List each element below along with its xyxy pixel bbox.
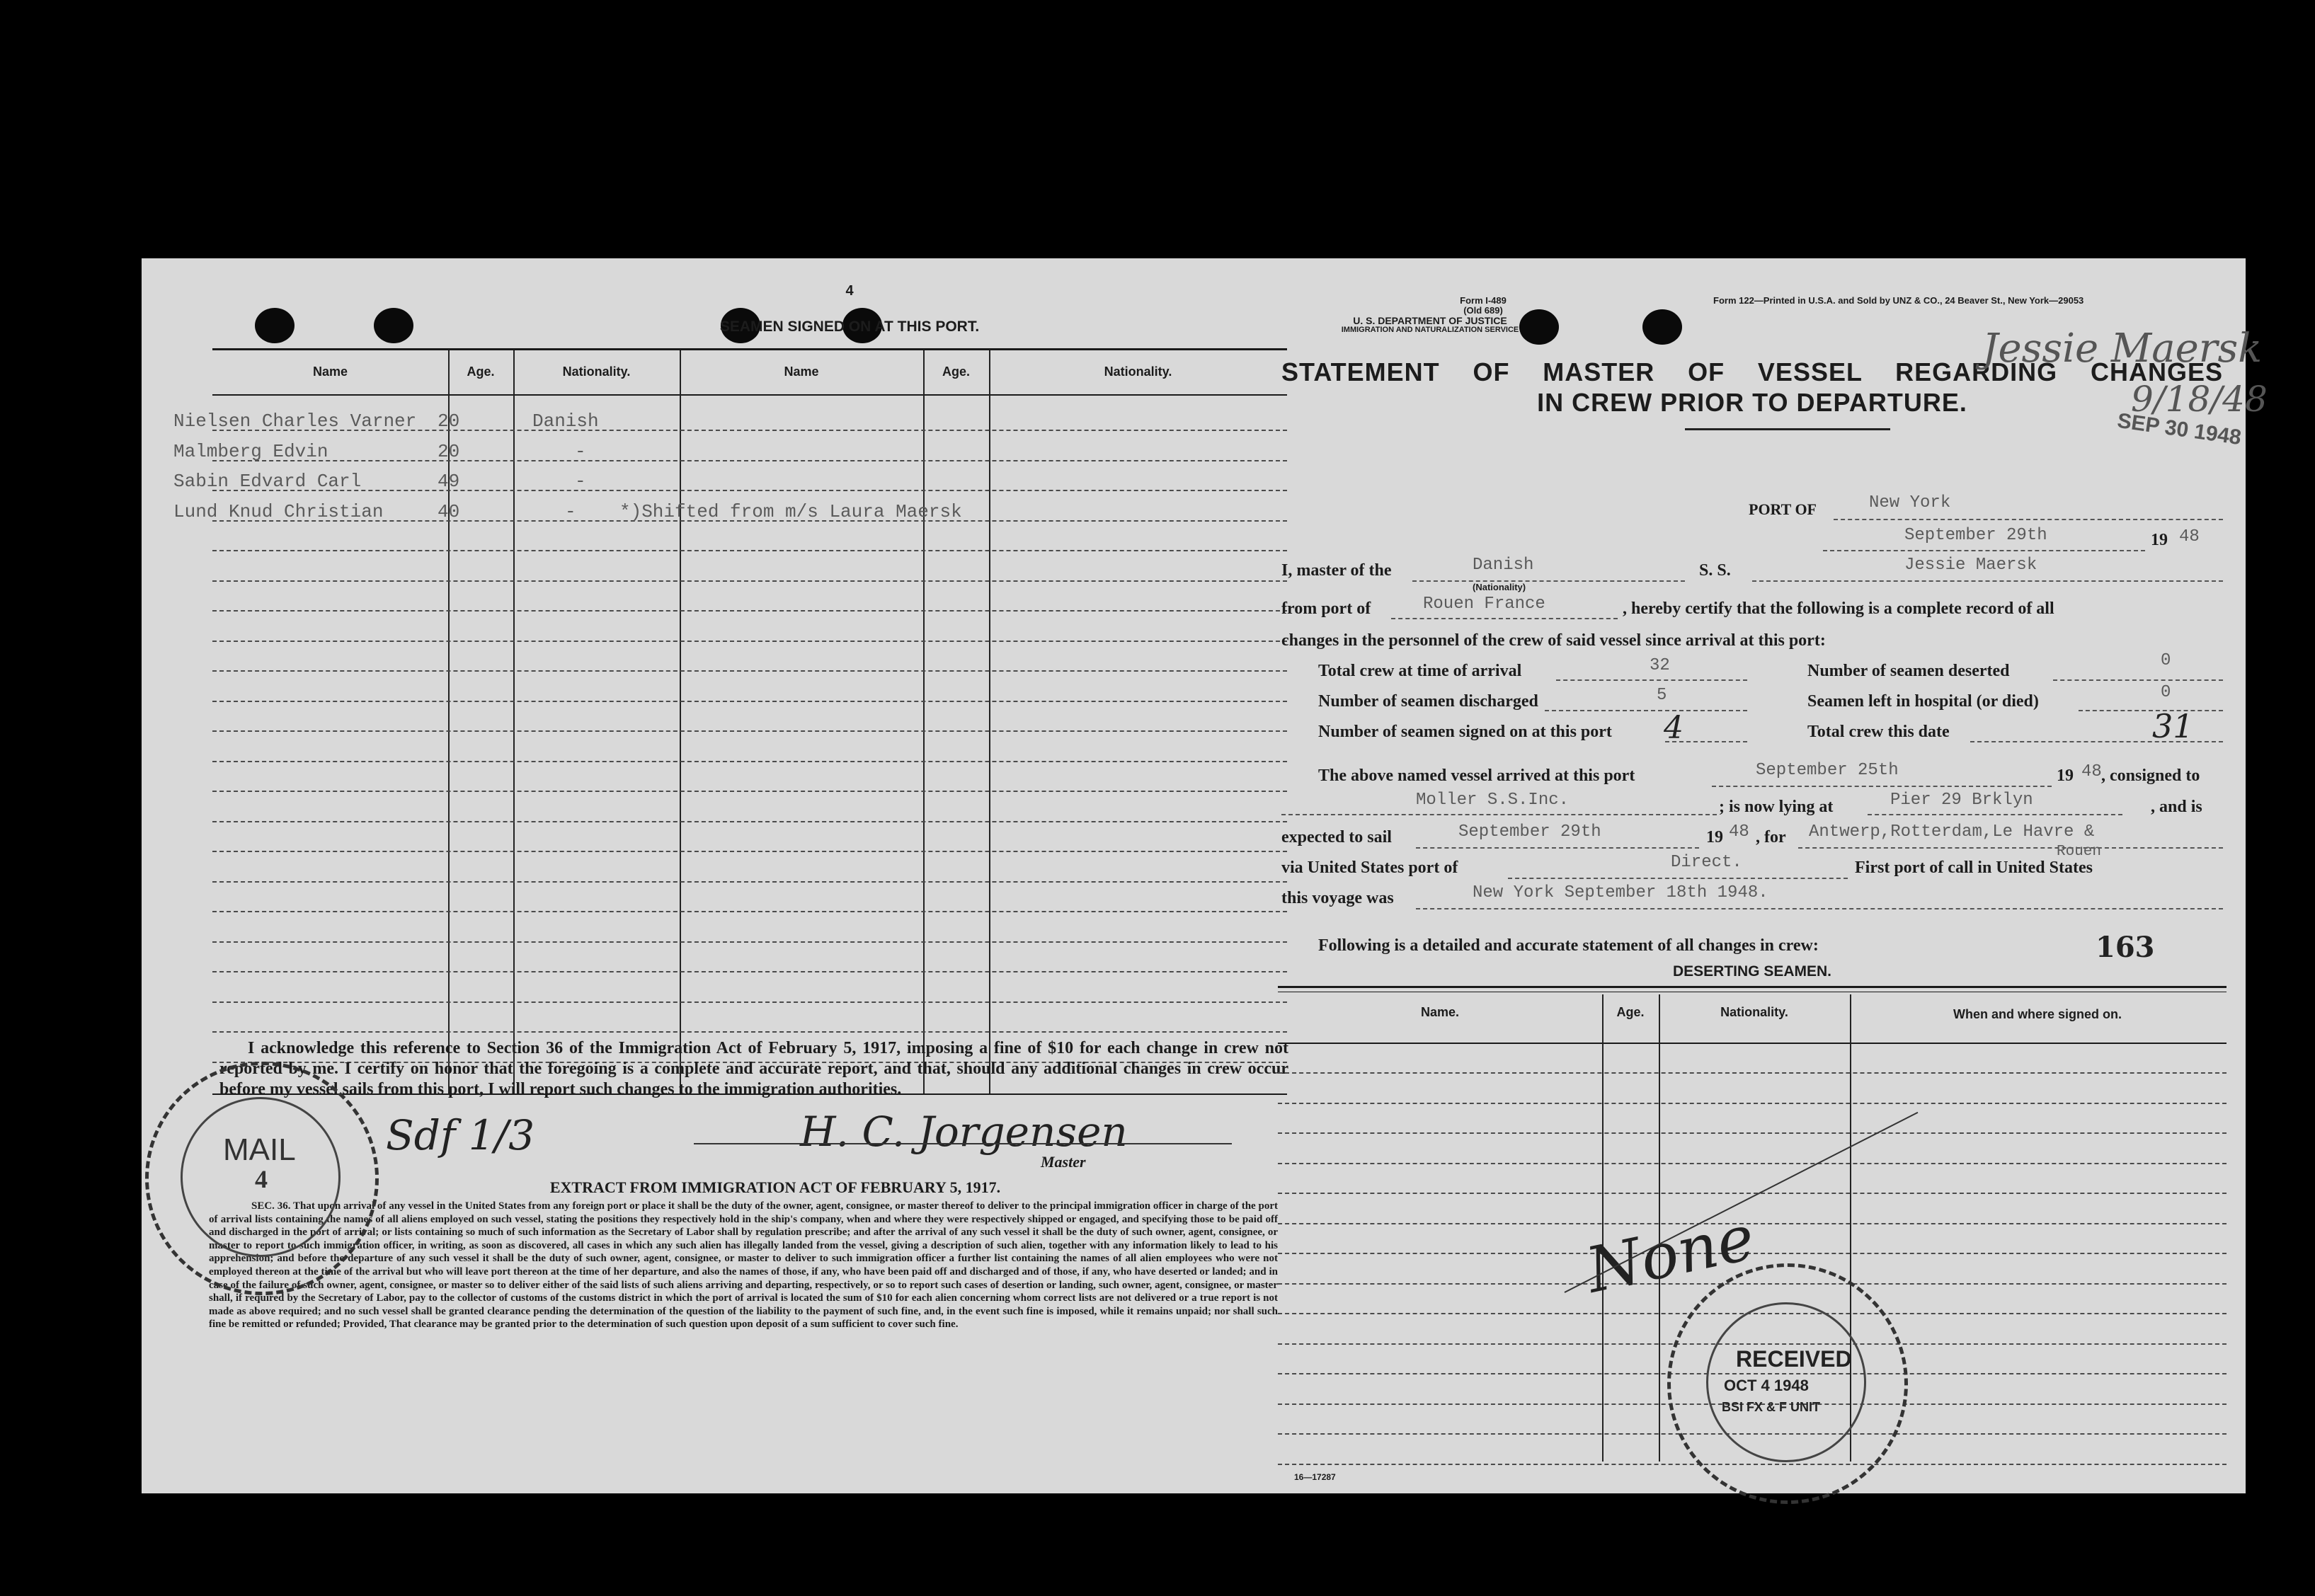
printer-line: Form 122—Printed in U.S.A. and Sold by UNZ & CO., 24 Beaver St., New York—29053 [1713, 295, 2084, 306]
crew-name: Sabin Edvard Carl [173, 471, 362, 492]
fill-line [1416, 908, 2223, 909]
fill-line [2079, 710, 2223, 711]
received-stamp-unit: BSI FX & F UNIT [1722, 1400, 1820, 1414]
hospital-label: Seamen left in hospital (or died) [1807, 692, 2039, 711]
ruled-line [212, 580, 1287, 582]
column-divider [1602, 994, 1604, 1462]
punch-hole [255, 308, 295, 343]
ruled-line [1278, 1132, 2227, 1134]
via-label: via United States port of [1281, 859, 1458, 877]
document-sheet [142, 258, 2268, 1493]
ruled-line [212, 641, 1287, 642]
arrived-year: 48 [2081, 762, 2102, 781]
destinations: Antwerp,Rotterdam,Le Havre & [1809, 822, 2095, 842]
fill-line [2053, 679, 2223, 681]
fill-line [1412, 580, 1685, 582]
column-divider [989, 350, 990, 1093]
form-title-line1: STATEMENT OF MASTER OF VESSEL REGARDING CHANGES [1281, 357, 2223, 386]
signed-on-title: SEAMEN SIGNED ON AT THIS PORT. [719, 318, 980, 335]
crew-age: 20 [438, 411, 460, 432]
ruled-line [212, 761, 1287, 762]
crew-age: 49 [438, 471, 460, 492]
sail-year-prefix: 19 [1706, 828, 1723, 846]
sail-year: 48 [1729, 822, 1749, 842]
received-stamp [1667, 1263, 1908, 1504]
ruled-line [212, 610, 1287, 612]
mail-stamp-number: 4 [255, 1165, 268, 1193]
crew-nationality: - [575, 441, 586, 462]
arrived-label: The above named vessel arrived at this port [1318, 767, 1635, 785]
mail-stamp-text: MAIL [223, 1132, 296, 1167]
ruled-line [1278, 1223, 2227, 1224]
ruled-line [212, 670, 1287, 672]
handwritten-date: 9/18/48 [2131, 379, 2268, 420]
fill-line [1823, 550, 2145, 551]
deserting-col-age: Age. [1616, 1005, 1645, 1019]
ruled-line [212, 1031, 1287, 1033]
ruled-line [212, 701, 1287, 702]
ruled-line [212, 821, 1287, 822]
ruled-line [1278, 1103, 2227, 1104]
year-prefix: 19 [2151, 531, 2168, 549]
following-label: Following is a detailed and accurate statement of all changes in crew: [1318, 936, 1819, 955]
fill-line [1391, 618, 1618, 619]
expected-label: expected to sail [1281, 828, 1392, 846]
col-header-name: Name [312, 364, 348, 379]
changes-text: changes in the personnel of the crew of said vessel since arrival at this port: [1281, 631, 1826, 650]
col-header-age: Age. [942, 364, 970, 379]
from-port-label: from port of [1281, 599, 1371, 618]
voyage-label: this voyage was [1281, 889, 1394, 907]
page-number: 4 [845, 283, 854, 299]
pier: Pier 29 Brklyn [1890, 791, 2033, 810]
col-header-nationality: Nationality. [1104, 364, 1172, 379]
fill-line [1416, 847, 1699, 849]
consigned-label: , consigned to [2101, 767, 2200, 785]
punch-hole [374, 308, 413, 343]
arrived-date: September 25th [1756, 761, 1899, 780]
year-value: 48 [2179, 527, 2200, 546]
certify-text: , hereby certify that the following is a complete record of all [1623, 599, 2054, 618]
nationality-value: Danish [1473, 556, 1534, 575]
total-crew-date-value: 31 [2152, 707, 2194, 745]
deserting-col-signed-on: When and where signed on. [1953, 1007, 2122, 1021]
ruled-line [212, 971, 1287, 972]
reference-number: 163 [2096, 931, 2155, 964]
department-name: U. S. DEPARTMENT OF JUSTICE [1353, 315, 1507, 326]
and-is-label: , and is [2151, 798, 2202, 816]
for-label: , for [1756, 828, 1786, 846]
deserting-top-rule [1278, 986, 2227, 988]
ruled-line [212, 490, 1287, 491]
deserting-header-rule [1278, 1043, 2227, 1044]
none-handwritten: None [1579, 1200, 1761, 1307]
lying-label: ; is now lying at [1719, 798, 1834, 816]
sail-date: September 29th [1458, 822, 1601, 842]
table-header-rule [212, 394, 1287, 396]
fill-line [1281, 814, 1717, 815]
master-of-label: I, master of the [1281, 561, 1392, 580]
destinations-continued: Rouen [2057, 844, 2102, 860]
total-crew-arrival-value: 32 [1650, 656, 1670, 675]
mail-stamp [145, 1062, 379, 1295]
col-header-name: Name [784, 364, 819, 379]
deserting-col-nationality: Nationality. [1720, 1005, 1788, 1019]
date-value: September 29th [1904, 526, 2047, 545]
table-top-rule [212, 348, 1287, 350]
crew-nationality: Danish [532, 411, 599, 432]
fill-line [1798, 847, 2223, 849]
punch-hole [1642, 309, 1682, 345]
consignee: Moller S.S.Inc. [1416, 791, 1570, 810]
crew-name: Malmberg Edvin [173, 441, 328, 462]
received-stamp-date: OCT 4 1948 [1724, 1377, 1809, 1394]
crew-nationality: - [565, 501, 576, 522]
master-label: Master [1041, 1153, 1086, 1171]
form-number: Form I-489 [1460, 295, 1507, 306]
deserted-label: Number of seamen deserted [1807, 662, 2010, 680]
fill-line [1545, 710, 1747, 711]
form-title-line2: IN CREW PRIOR TO DEPARTURE. [1537, 388, 1967, 417]
ruled-line [1278, 1163, 2227, 1164]
signature-line [694, 1143, 1232, 1144]
discharged-value: 5 [1657, 686, 1667, 705]
handwritten-vessel-name: Jessie Maersk [1982, 326, 2263, 372]
crew-name: Lund Knud Christian [173, 501, 384, 522]
total-crew-date-label: Total crew this date [1807, 723, 1950, 741]
fill-line [1868, 814, 2122, 815]
date-stamp: SEP 30 1948 [2115, 408, 2243, 450]
ruled-line [212, 881, 1287, 883]
service-name: IMMIGRATION AND NATURALIZATION SERVICE [1341, 326, 1519, 334]
hospital-value: 0 [2161, 683, 2171, 702]
port-value: New York [1869, 493, 1951, 512]
crew-note: *)Shifted from m/s Laura Maersk [619, 501, 962, 522]
column-divider [680, 350, 681, 1093]
port-label: PORT OF [1749, 500, 1817, 518]
vessel-name: Jessie Maersk [1904, 556, 2037, 575]
ruled-line [1278, 1072, 2227, 1074]
fill-line [1712, 786, 2052, 787]
ruled-line [212, 791, 1287, 792]
fill-line [1508, 878, 1848, 879]
ruled-line [212, 1001, 1287, 1003]
fill-line [1556, 679, 1747, 681]
deserted-value: 0 [2161, 651, 2171, 670]
extract-title: EXTRACT FROM IMMIGRATION ACT OF FEBRUARY 5, 1917. [549, 1178, 1001, 1196]
arrived-year-prefix: 19 [2057, 767, 2074, 785]
column-divider [513, 350, 515, 1093]
footer-code: 16—17287 [1294, 1472, 1336, 1482]
ruled-line [212, 730, 1287, 732]
deserting-col-name: Name. [1420, 1005, 1460, 1019]
nationality-label: (Nationality) [1473, 582, 1526, 592]
signed-on-label: Number of seamen signed on at this port [1318, 723, 1612, 741]
discharged-label: Number of seamen discharged [1318, 692, 1538, 711]
acknowledgement-text: I acknowledge this reference to Section 36 of the Immigration Act of February 5, 1917, imposing a fine of $10 for each change in crew not reported by me. I certify on honor that the foregoing is a complete and accurate report, and that, should any additional changes in crew occur before my vessel sails from this port, I will report such changes to the immigration authorities. [219, 1039, 1288, 1098]
from-port-value: Rouen France [1423, 595, 1545, 614]
ruled-line [1278, 1193, 2227, 1194]
ruled-line [212, 851, 1287, 852]
form-old-number: (Old 689) [1463, 305, 1503, 316]
crew-age: 40 [438, 501, 460, 522]
ruled-line [212, 550, 1287, 551]
first-call-label: First port of call in United States [1855, 859, 2093, 877]
ruled-line [212, 460, 1287, 461]
crew-age: 20 [438, 441, 460, 462]
sdf-initials: Sdf 1/3 [386, 1111, 535, 1159]
ruled-line [212, 941, 1287, 943]
title-underline [1685, 428, 1890, 430]
total-crew-arrival-label: Total crew at time of arrival [1318, 662, 1522, 680]
column-divider [923, 350, 925, 1093]
received-stamp-text: RECEIVED [1736, 1346, 1852, 1372]
master-signature: H. C. Jorgensen [800, 1108, 1128, 1156]
col-header-nationality: Nationality. [562, 364, 631, 379]
extract-text: SEC. 36. That upon arrival of any vessel in the United States from any foreign port or place it shall be the duty of the owner, agent, consignee, or master thereof to deliver to the principal immigration officer in charge of the port of arrival lists containing the names of all aliens employed on such vessel, stating the positions they respectively hold in the ship's company, when and where they were respectively shipped or engaged, and specifying those to be paid off and discharged in the port of arrival; or lists containing so much of such information as the Secretary of Labor shall by regulation prescribe; and after the arrival of any such vessel it shall be the duty of such owner, agent, consignee, or master to report to such immigration officer, in writing, as soon as discovered, all cases in which any such alien has illegally landed from the vessel, giving a description of such alien, together with any information likely to lead to his apprehension; and before the departure of any such vessel it shall be the duty of such owner, agent, consignee, or master to deliver to such immigration officer a further list containing the names of all alien employees who were not employed thereon at the time of the arrival but who will leave port thereon at the time of her departure, and also the names of those, if any, who have been paid off and discharged and of those, if any, who have deserted or landed; and in case of the failure of such owner, agent, consignee, or master so to deliver either of the said lists of such aliens arriving and departing, respectively, or so to report such cases of desertion or landing, such owner, agent, consignee, or master shall, if required by the Secretary of Labor, pay to the collector of customs of the customs district in which the port of arrival is located the sum of $10 for each alien concerning whom correct lists are not delivered or a true report is not made as above required; and no such vessel shall be granted clearance pending the determination of the question of the liability to the payment of such fine, and, in the event such fine is imposed, while it remains unpaid; nor shall such fine be remitted or refunded; Provided, That clearance may be granted prior to the determination of such question upon deposit of a sum sufficient to cover such fine. [209, 1200, 1278, 1331]
fill-line [1752, 580, 2223, 582]
crew-nationality: - [575, 471, 586, 492]
via-port: Direct. [1671, 853, 1742, 872]
ruled-line [212, 911, 1287, 912]
signed-on-value: 4 [1664, 710, 1684, 746]
col-header-age: Age. [467, 364, 495, 379]
fill-line [1834, 519, 2223, 520]
crew-name: Nielsen Charles Varner [173, 411, 417, 432]
ss-label: S. S. [1699, 561, 1731, 580]
deserting-title: DESERTING SEAMEN. [1672, 963, 1832, 980]
voyage-value: New York September 18th 1948. [1473, 883, 1768, 902]
